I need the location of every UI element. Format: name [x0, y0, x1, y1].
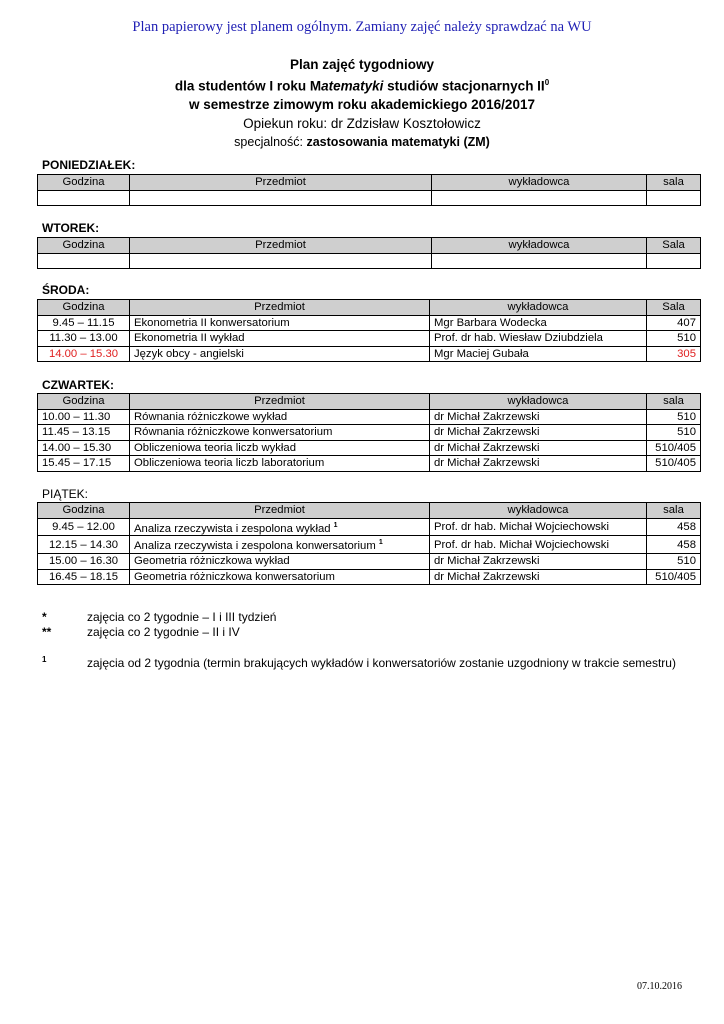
- document-date: 07.10.2016: [637, 981, 682, 992]
- header-time: Godzina: [38, 300, 130, 316]
- cell-time: 11.30 – 13.00: [38, 331, 130, 347]
- cell-room: 510/405: [647, 569, 701, 585]
- header-room: Sala: [647, 300, 701, 316]
- table-row: [38, 253, 701, 269]
- header-subject: Przedmiot: [130, 238, 432, 254]
- header-time: Godzina: [38, 175, 130, 191]
- footnote-marker: *: [42, 610, 47, 624]
- cell-room: 510: [647, 331, 701, 347]
- header-time: Godzina: [38, 503, 130, 519]
- cell-subject: Obliczeniowa teoria liczb laboratorium: [130, 456, 430, 472]
- cell-room: 458: [647, 536, 701, 554]
- cell-subject: Geometria różniczkowa wykład: [130, 554, 430, 570]
- cell-lecturer: Prof. dr hab. Wiesław Dziubdziela: [430, 331, 647, 347]
- footnote-text: zajęcia co 2 tygodnie – I i III tydzień: [87, 610, 277, 624]
- cell-room: 510/405: [647, 456, 701, 472]
- cell-subject: Równania różniczkowe wykład: [130, 409, 430, 425]
- schedule-table-wednesday: [37, 299, 701, 362]
- cell-time: 15.45 – 17.15: [38, 456, 130, 472]
- header-subject: Przedmiot: [130, 300, 430, 316]
- header-lecturer: wykładowca: [432, 238, 647, 254]
- cell-time: 9.45 – 12.00: [38, 518, 130, 536]
- document-header: [0, 56, 724, 152]
- table-row: [38, 409, 701, 425]
- header-lecturer: wykładowca: [430, 394, 647, 410]
- header-time: Godzina: [38, 238, 130, 254]
- header-room: sala: [647, 175, 701, 191]
- cell-room: 510: [647, 425, 701, 441]
- table-row: [38, 440, 701, 456]
- cell-subject: Równania różniczkowe konwersatorium: [130, 425, 430, 441]
- cell-lecturer: dr Michał Zakrzewski: [430, 409, 647, 425]
- cell-time: 12.15 – 14.30: [38, 536, 130, 554]
- table-row: [38, 536, 701, 554]
- subtitle-semester: w semestrze zimowym roku akademickiego 2016/2017: [189, 96, 535, 112]
- subtitle-program: dla studentów I roku Matematyki studiów stacjonarnych $II^0$: [174, 78, 550, 94]
- cell-room: 305: [647, 346, 701, 362]
- cell-subject: Ekonometria II wykład: [130, 331, 430, 347]
- cell-time: 15.00 – 16.30: [38, 554, 130, 570]
- table-row: [38, 331, 701, 347]
- footnote-mark: 1: [378, 539, 383, 547]
- header-lecturer: wykładowca: [430, 503, 647, 519]
- cell-subject: Geometria różniczkowa konwersatorium: [130, 569, 430, 585]
- cell-time: 10.00 – 11.30: [38, 409, 130, 425]
- header-room: Sala: [647, 238, 701, 254]
- schedule-table-friday: [37, 502, 701, 585]
- table-row: [38, 315, 701, 331]
- header-time: Godzina: [38, 394, 130, 410]
- cell-lecturer: Prof. dr hab. Michał Wojciechowski: [430, 536, 647, 554]
- cell-subject: Ekonometria II konwersatorium: [130, 315, 430, 331]
- header-subject: Przedmiot: [130, 175, 432, 191]
- header-lecturer: wykładowca: [430, 300, 647, 316]
- header-room: sala: [647, 394, 701, 410]
- table-row: [38, 554, 701, 570]
- cell-room: 407: [647, 315, 701, 331]
- schedule-table-tuesday: [37, 237, 701, 269]
- cell-lecturer: dr Michał Zakrzewski: [430, 440, 647, 456]
- footnote-one: [42, 655, 676, 670]
- cell-subject: Analiza rzeczywista i zespolona wykład $^1$: [130, 518, 430, 536]
- title: Plan zajęć tygodniowy: [289, 57, 435, 72]
- header-subject: Przedmiot: [130, 394, 430, 410]
- cell-lecturer: dr Michał Zakrzewski: [430, 554, 647, 570]
- specialization: specjalność: zastosowania matematyki (ZM): [234, 134, 490, 149]
- cell-room: 458: [647, 518, 701, 536]
- footnote-double-star: [42, 625, 240, 639]
- cell-time: 14.00 – 15.30: [38, 440, 130, 456]
- schedule-table-monday: [37, 174, 701, 206]
- cell-lecturer: Prof. dr hab. Michał Wojciechowski: [430, 518, 647, 536]
- cell-time: 11.45 – 13.15: [38, 425, 130, 441]
- header-lecturer: wykładowca: [432, 175, 647, 191]
- cell-lecturer: Mgr Maciej Gubała: [430, 346, 647, 362]
- cell-lecturer: Mgr Barbara Wodecka: [430, 315, 647, 331]
- cell-time: 16.45 – 18.15: [38, 569, 130, 585]
- table-row: [38, 190, 701, 206]
- cell-lecturer: dr Michał Zakrzewski: [430, 569, 647, 585]
- cell-subject: Analiza rzeczywista i zespolona konwersatorium $^1$: [130, 536, 430, 554]
- footnote-marker: **: [42, 625, 52, 639]
- header-room: sala: [647, 503, 701, 519]
- cell-room: 510: [647, 554, 701, 570]
- footnote-mark: 1: [333, 521, 338, 529]
- cell-time: 14.00 – 15.30: [38, 346, 130, 362]
- table-row: [38, 569, 701, 585]
- day-label-wednesday: ŚRODA:: [42, 283, 90, 297]
- day-label-monday: PONIEDZIAŁEK:: [42, 158, 136, 172]
- header-subject: Przedmiot: [130, 503, 430, 519]
- cell-room: 510: [647, 409, 701, 425]
- footnote-text: zajęcia co 2 tygodnie – II i IV: [87, 625, 240, 639]
- day-label-friday: PIĄTEK:: [42, 487, 89, 501]
- year-tutor: Opiekun roku: dr Zdzisław Kosztołowicz: [243, 115, 481, 131]
- footnote-single-star: [42, 610, 276, 624]
- cell-subject: Obliczeniowa teoria liczb wykład: [130, 440, 430, 456]
- day-label-tuesday: WTOREK:: [42, 221, 100, 235]
- cell-lecturer: dr Michał Zakrzewski: [430, 425, 647, 441]
- footnote-text: zajęcia od 2 tygodnia (termin brakujących wykładów i konwersatoriów zostanie uzgodniony w trakcie semestru): [87, 656, 676, 670]
- cell-room: 510/405: [647, 440, 701, 456]
- cell-subject: Język obcy - angielski: [130, 346, 430, 362]
- day-label-thursday: CZWARTEK:: [42, 378, 114, 392]
- notice-banner: Plan papierowy jest planem ogólnym. Zamiany zajęć należy sprawdzać na WU: [132, 19, 592, 35]
- cell-lecturer: dr Michał Zakrzewski: [430, 456, 647, 472]
- schedule-table-thursday: [37, 393, 701, 472]
- table-row: [38, 456, 701, 472]
- table-row: [38, 518, 701, 536]
- cell-time: 9.45 – 11.15: [38, 315, 130, 331]
- table-row: [38, 425, 701, 441]
- table-row: [38, 346, 701, 362]
- footnote-marker: 1: [42, 655, 47, 664]
